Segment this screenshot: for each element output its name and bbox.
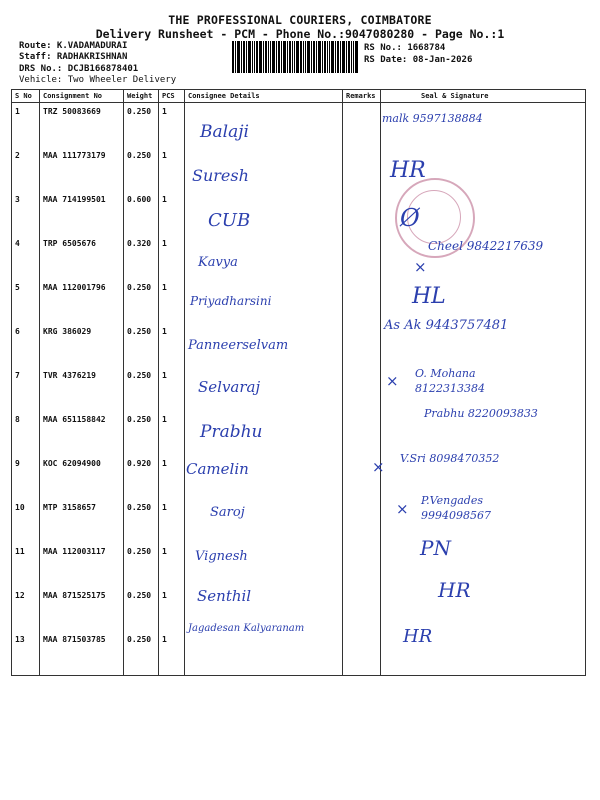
serial-number: 5 [12,279,40,323]
table-row [12,191,586,235]
consignment-number: TVR 4376219 [40,367,124,411]
pieces-count: 1 [159,411,185,455]
weight-value: 0.250 [124,411,159,455]
consignment-number: TRP 6505676 [40,235,124,279]
serial-number: 3 [12,191,40,235]
column-header: Seal & Signature [381,90,586,103]
weight-value: 0.250 [124,631,159,676]
weight-value: 0.250 [124,103,159,148]
consignment-number: MAA 871503785 [40,631,124,676]
consignment-number: MAA 111773179 [40,147,124,191]
signature-cell [381,587,586,631]
handwritten-consignee: Balaji [200,122,249,142]
company-title: THE PROFESSIONAL COURIERS, COIMBATORE [168,13,432,27]
weight-value: 0.920 [124,455,159,499]
weight-value: 0.250 [124,323,159,367]
handwritten-consignee: Kavya [198,255,238,270]
column-header: PCS [159,90,185,103]
remarks-cell [343,235,381,279]
handwritten-signature: O. Mohana 8122313384 [415,367,485,395]
handwritten-signature: Cheel 9842217639 [428,239,544,253]
pieces-count: 1 [159,367,185,411]
pieces-count: 1 [159,103,185,148]
handwritten-consignee: Priyadharsini [190,294,272,308]
pieces-count: 1 [159,455,185,499]
rs-number: RS No.: 1668784 [364,43,446,53]
remarks-cell [343,103,381,148]
pieces-count: 1 [159,543,185,587]
cross-mark-icon: × [372,458,385,476]
handwritten-signature: HR [403,626,433,647]
column-header: Remarks [343,90,381,103]
signature-cell [381,543,586,587]
serial-number: 4 [12,235,40,279]
remarks-cell [343,367,381,411]
consignment-number: KOC 62094900 [40,455,124,499]
route-label: Route: K.VADAMADURAI [19,41,128,51]
weight-value: 0.250 [124,279,159,323]
remarks-cell [343,411,381,455]
pieces-count: 1 [159,323,185,367]
table-row [12,279,586,323]
serial-number: 6 [12,323,40,367]
weight-value: 0.250 [124,543,159,587]
handwritten-consignee: Prabhu [200,422,263,442]
table-header-row [12,90,586,103]
handwritten-signature: V.Sri 8098470352 [400,452,500,465]
cross-mark-icon: × [386,372,399,390]
pieces-count: 1 [159,235,185,279]
consignment-number: TRZ 50083669 [40,103,124,148]
table-row [12,147,586,191]
serial-number: 11 [12,543,40,587]
consignment-number: MAA 112003117 [40,543,124,587]
pieces-count: 1 [159,499,185,543]
handwritten-signature: PN [420,536,451,560]
handwritten-signature: Prabhu 8220093833 [424,407,538,420]
weight-value: 0.320 [124,235,159,279]
serial-number: 10 [12,499,40,543]
consignee-cell [185,631,343,676]
serial-number: 13 [12,631,40,676]
weight-value: 0.250 [124,367,159,411]
remarks-cell [343,323,381,367]
handwritten-consignee: Panneerselvam [188,338,289,353]
remarks-cell [343,543,381,587]
drs-number: DRS No.: DCJB166878401 [19,64,139,74]
consignment-number: MAA 714199501 [40,191,124,235]
consignment-number: MAA 112001796 [40,279,124,323]
serial-number: 2 [12,147,40,191]
remarks-cell [343,631,381,676]
pieces-count: 1 [159,191,185,235]
table-row [12,543,586,587]
table-row [12,631,586,676]
cross-mark-icon: × [414,258,427,276]
serial-number: 12 [12,587,40,631]
handwritten-consignee: Vignesh [195,549,248,564]
serial-number: 1 [12,103,40,148]
pieces-count: 1 [159,631,185,676]
handwritten-signature: malk 9597138884 [382,112,483,125]
remarks-cell [343,279,381,323]
consignment-number: MAA 871525175 [40,587,124,631]
handwritten-consignee: Saroj [210,505,245,520]
handwritten-signature: P.Vengades 9994098567 [421,494,491,522]
consignment-number: KRG 386029 [40,323,124,367]
remarks-cell [343,587,381,631]
serial-number: 9 [12,455,40,499]
pieces-count: 1 [159,147,185,191]
handwritten-consignee: Selvaraj [198,378,261,396]
remarks-cell [343,499,381,543]
handwritten-signature: As Ak 9443757481 [384,318,509,333]
consignment-number: MTP 3158657 [40,499,124,543]
serial-number: 8 [12,411,40,455]
remarks-cell [343,191,381,235]
handwritten-signature: HR [390,158,426,183]
weight-value: 0.250 [124,147,159,191]
column-header: Consignment No [40,90,124,103]
handwritten-consignee: Suresh [192,166,249,185]
serial-number: 7 [12,367,40,411]
handwritten-consignee: Jagadesan Kalyaranam [188,623,305,634]
column-header: Weight [124,90,159,103]
column-header: Consignee Details [185,90,343,103]
handwritten-consignee: Senthil [197,587,252,605]
weight-value: 0.250 [124,587,159,631]
consignment-number: MAA 651158842 [40,411,124,455]
handwritten-signature: HR [438,578,471,602]
handwritten-signature: Ø [400,204,420,232]
pieces-count: 1 [159,587,185,631]
handwritten-signature: HL [412,284,446,309]
cross-mark-icon: × [396,500,409,518]
handwritten-consignee: CUB [208,210,251,231]
column-header: S No [12,90,40,103]
consignee-cell [185,499,343,543]
barcode-image [232,41,358,73]
weight-value: 0.600 [124,191,159,235]
weight-value: 0.250 [124,499,159,543]
handwritten-consignee: Camelin [186,460,249,478]
rs-date: RS Date: 08-Jan-2026 [364,55,473,65]
remarks-cell [343,147,381,191]
staff-label: Staff: RADHAKRISHNAN [19,52,128,62]
runsheet-title: Delivery Runsheet - PCM - Phone No.:9047080280 - Page No.:1 [95,27,505,41]
vehicle-label: Vehicle: Two Wheeler Delivery [19,75,177,85]
pieces-count: 1 [159,279,185,323]
